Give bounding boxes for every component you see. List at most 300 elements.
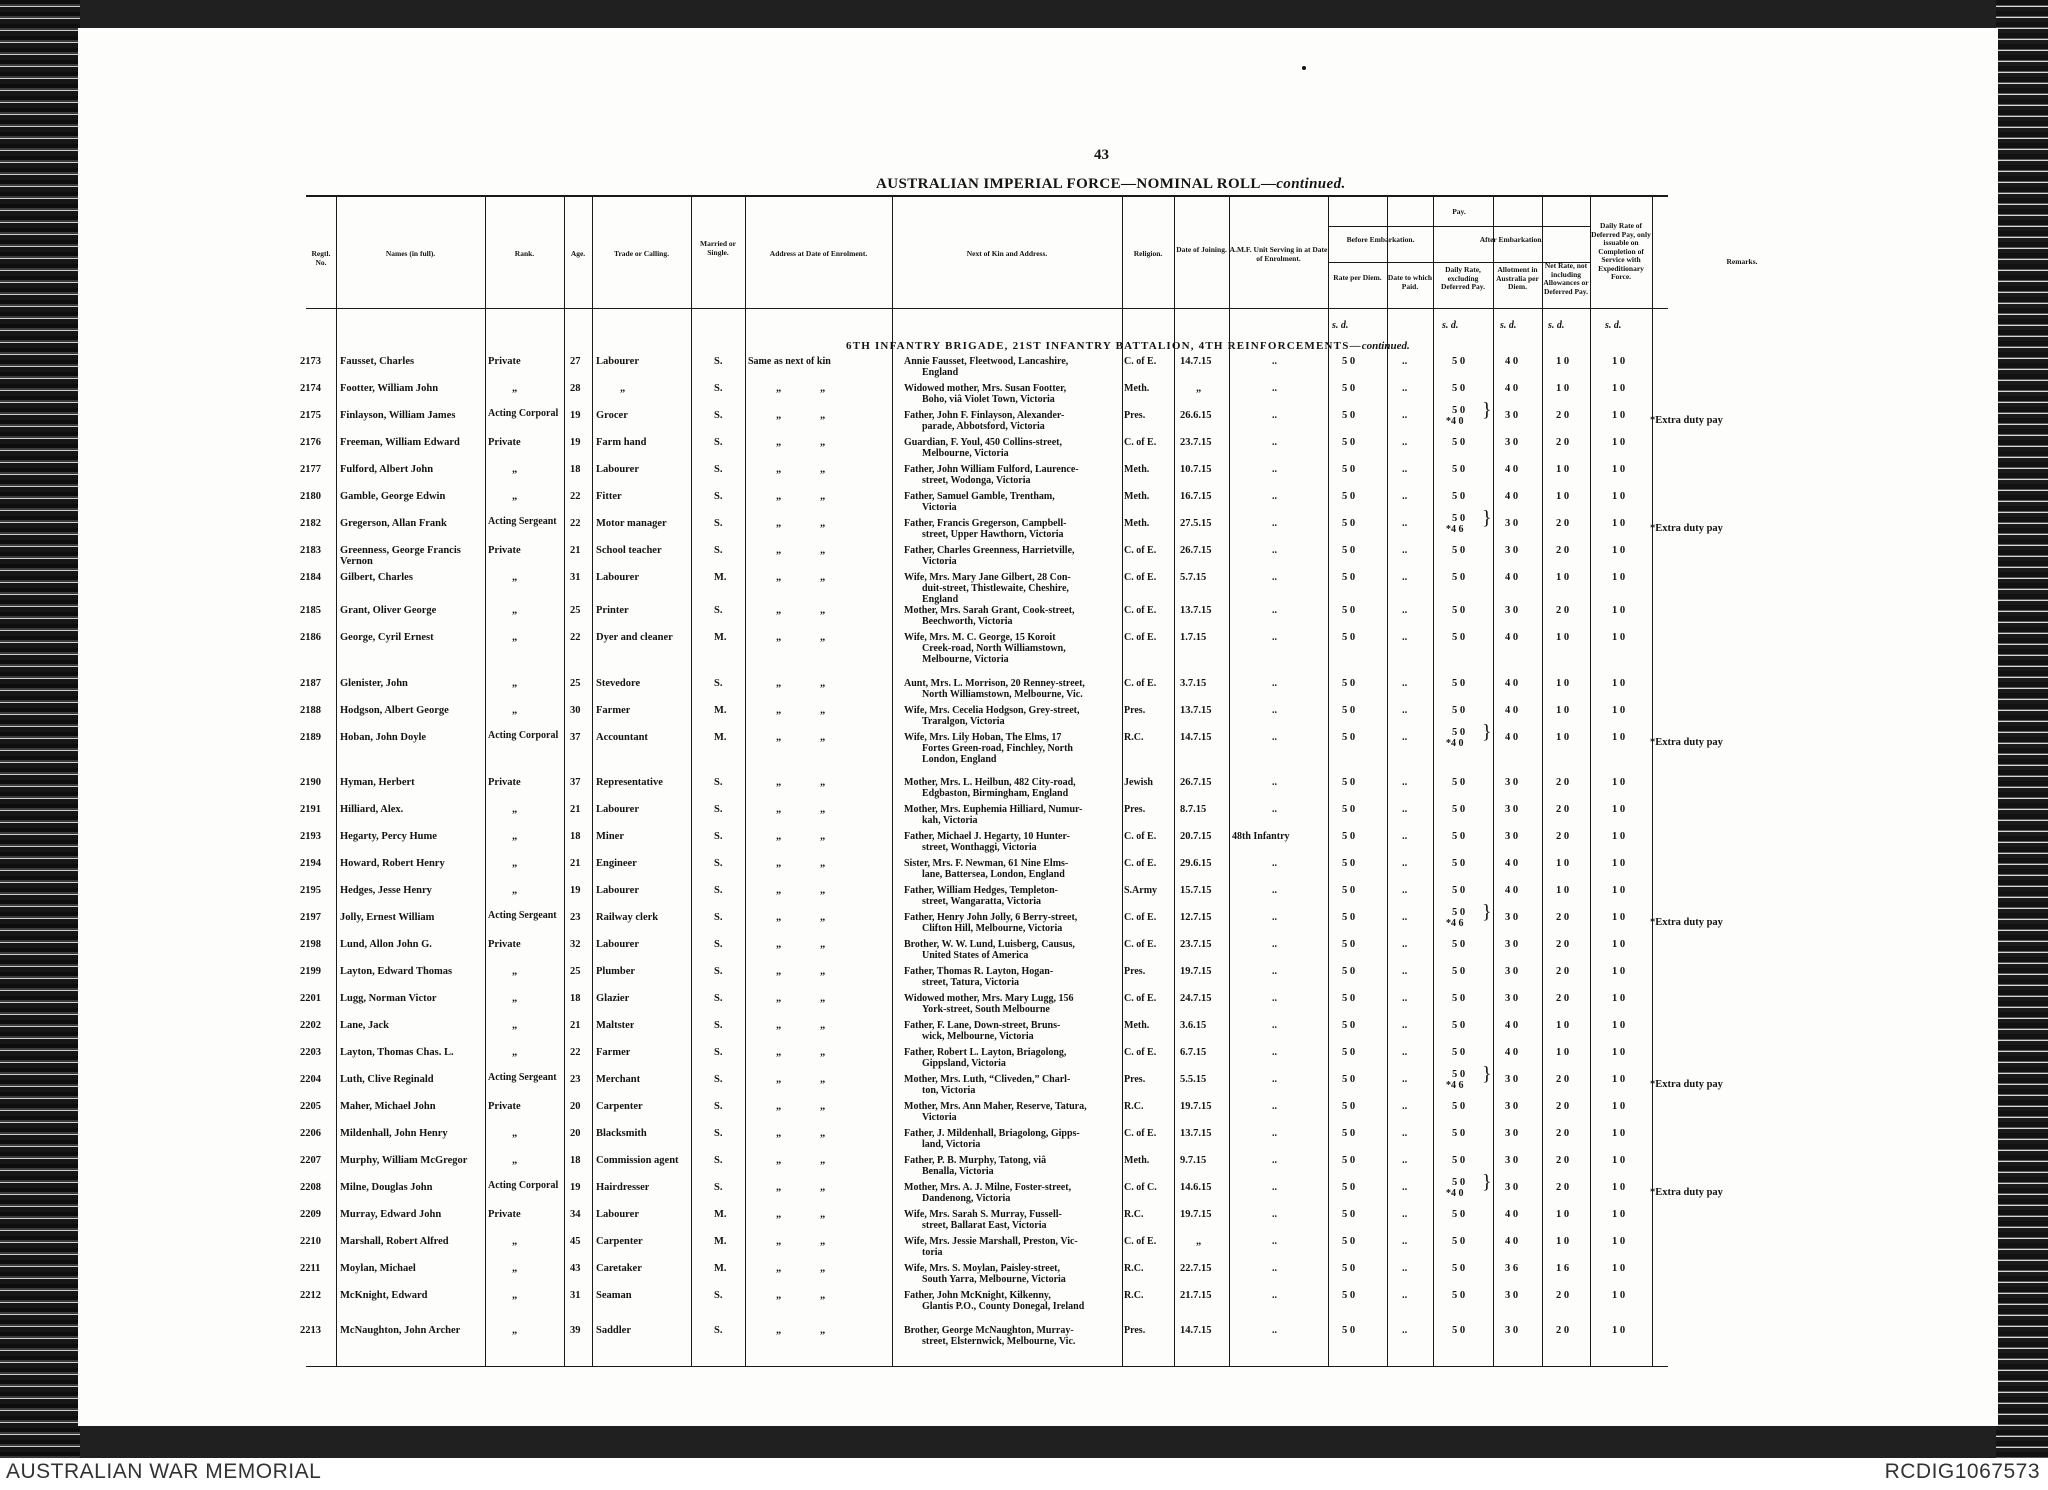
soldier-rank: „ [512,464,518,475]
soldier-rank: Acting Sergeant [488,516,557,527]
next-of-kin-line: street, Upper Hawthorn, Victoria [922,529,1064,540]
date-of-joining: 13.7.15 [1180,1128,1212,1139]
column-header-deferred: Daily Rate of Deferred Pay, only issuable on Completion of Service with Expeditionary Force. [1591,221,1651,281]
soldier-rank: Private [488,437,521,448]
allotment-per-diem: 3 0 [1505,1101,1519,1112]
net-rate: 2 0 [1556,777,1570,788]
column-header-date-paid: Date to which Paid. [1387,273,1433,291]
religion: Meth. [1124,464,1150,475]
date-to-which-paid: .. [1402,605,1408,616]
next-of-kin-line: Father, Henry John Jolly, 6 Berry-street, [904,912,1078,923]
column-header-net-rate: Net Rate, not including Allowances or Deferred Pay. [1543,261,1589,296]
daily-rate: 5 0 [1452,605,1466,616]
address-ditto: „ [776,1020,782,1031]
address-ditto: „ [820,410,826,421]
deferred-pay-rate: 1 0 [1612,632,1626,643]
religion: R.C. [1124,1290,1144,1301]
next-of-kin-line: Melbourne, Victoria [922,654,1009,665]
address-ditto: „ [776,1047,782,1058]
regimental-number: 2202 [300,1020,321,1031]
address-ditto: „ [820,491,826,502]
soldier-name: George, Cyril Ernest [340,632,434,643]
date-to-which-paid: .. [1402,545,1408,556]
regimental-number: 2201 [300,993,321,1004]
regimental-number: 2176 [300,437,321,448]
religion: C. of E. [1124,678,1157,689]
address-ditto: „ [820,1074,826,1085]
deferred-pay-rate: 1 0 [1612,1155,1626,1166]
marital-status: S. [714,804,723,815]
next-of-kin-line: United States of America [922,950,1029,961]
date-of-joining: 12.7.15 [1180,912,1212,923]
soldier-age: 19 [570,410,581,421]
marital-status: S. [714,383,723,394]
regimental-number: 2177 [300,464,321,475]
rate-per-diem: 5 0 [1342,804,1356,815]
amf-unit: .. [1272,777,1277,788]
next-of-kin-line: Benalla, Victoria [922,1166,994,1177]
amf-unit: .. [1272,912,1277,923]
next-of-kin-line: Mother, Mrs. L. Heilbun, 482 City-road, [904,777,1076,788]
allotment-per-diem: 4 0 [1505,383,1519,394]
soldier-trade: Carpenter [596,1101,643,1112]
net-rate: 1 6 [1556,1263,1570,1274]
soldier-trade: Blacksmith [596,1128,647,1139]
address-ditto: „ [820,437,826,448]
regimental-number: 2207 [300,1155,321,1166]
marital-status: S. [714,410,723,421]
next-of-kin-line: Father, P. B. Murphy, Tatong, viâ [904,1155,1047,1166]
address-ditto: „ [820,1155,826,1166]
amf-unit: .. [1272,1074,1277,1085]
daily-rate: 5 0 [1452,1101,1466,1112]
amf-unit: 48th Infantry [1232,831,1290,842]
regimental-number: 2186 [300,632,321,643]
regimental-number: 2210 [300,1236,321,1247]
brace-mark: } [1482,901,1492,923]
regimental-number: 2212 [300,1290,321,1301]
soldier-name: McNaughton, John Archer [340,1325,461,1336]
column-header-age: Age. [570,249,586,258]
soldier-name: Hegarty, Percy Hume [340,831,437,842]
date-to-which-paid: .. [1402,1047,1408,1058]
address-ditto: „ [820,464,826,475]
net-rate: 1 0 [1556,678,1570,689]
column-header-next-of-kin: Next of Kin and Address. [966,249,1048,258]
amf-unit: .. [1272,572,1277,583]
amf-unit: .. [1272,356,1277,367]
soldier-age: 22 [570,491,581,502]
soldier-rank: „ [512,1236,518,1247]
column-header-date-joining: Date of Joining. [1176,245,1227,254]
daily-rate: 5 0 [1452,939,1466,950]
address-ditto: „ [820,885,826,896]
regimental-number: 2194 [300,858,321,869]
net-rate: 1 0 [1556,356,1570,367]
address-ditto: „ [776,939,782,950]
column-header-address: Address at Date of Enrolment. [769,249,868,258]
rate-per-diem: 5 0 [1342,356,1356,367]
next-of-kin-line: Wife, Mrs. Jessie Marshall, Preston, Vic- [904,1236,1078,1247]
marital-status: S. [714,1325,723,1336]
net-rate: 2 0 [1556,939,1570,950]
date-to-which-paid: .. [1402,518,1408,529]
section-heading [846,340,1410,352]
title-text: AUSTRALIAN IMPERIAL FORCE—NOMINAL ROLL— [876,176,1277,192]
date-of-joining: 19.7.15 [1180,966,1212,977]
regimental-number: 2211 [300,1263,321,1274]
soldier-age: 23 [570,912,581,923]
soldier-name: Layton, Thomas Chas. L. [340,1047,454,1058]
regimental-number: 2175 [300,410,321,421]
next-of-kin-line: Mother, Mrs. A. J. Milne, Foster-street, [904,1182,1072,1193]
religion: C. of E. [1124,437,1157,448]
daily-rate: 5 0 [1452,1128,1466,1139]
soldier-rank: Private [488,545,521,556]
column-header-rank: Rank. [514,249,535,258]
daily-rate: 5 0 [1452,993,1466,1004]
regimental-number: 2190 [300,777,321,788]
soldier-age: 21 [570,545,581,556]
net-rate: 1 0 [1556,632,1570,643]
address-ditto: „ [776,732,782,743]
soldier-trade: Representative [596,777,663,788]
deferred-pay-rate: 1 0 [1612,356,1626,367]
allotment-per-diem: 4 0 [1505,491,1519,502]
religion: C. of E. [1124,1128,1157,1139]
amf-unit: .. [1272,966,1277,977]
next-of-kin-line: Wife, Mrs. Mary Jane Gilbert, 28 Con- [904,572,1071,583]
soldier-name: Marshall, Robert Alfred [340,1236,449,1247]
brace-mark: } [1482,1063,1492,1085]
next-of-kin-line: street, Wangaratta, Victoria [922,896,1042,907]
unit-shillings-pence: s. d. [1605,320,1622,331]
soldier-trade: Printer [596,605,629,616]
allotment-per-diem: 4 0 [1505,1020,1519,1031]
amf-unit: .. [1272,1020,1277,1031]
religion: C. of C. [1124,1182,1157,1193]
date-of-joining: „ [1196,1236,1202,1247]
net-rate: 2 0 [1556,912,1570,923]
religion: C. of E. [1124,1236,1157,1247]
daily-rate: 5 0 [1452,907,1466,918]
religion: Pres. [1124,1325,1146,1336]
rate-per-diem: 5 0 [1342,966,1356,977]
date-to-which-paid: .. [1402,993,1408,1004]
deferred-pay-rate: 1 0 [1612,966,1626,977]
soldier-name: Howard, Robert Henry [340,858,445,869]
amf-unit: .. [1272,491,1277,502]
soldier-age: 18 [570,831,581,842]
soldier-trade: Labourer [596,939,639,950]
soldier-name: Gilbert, Charles [340,572,413,583]
amf-unit: .. [1272,993,1277,1004]
religion: C. of E. [1124,939,1157,950]
next-of-kin-line: Dandenong, Victoria [922,1193,1011,1204]
allotment-per-diem: 4 0 [1505,1209,1519,1220]
deferred-pay-rate: 1 0 [1612,831,1626,842]
net-rate: 1 0 [1556,885,1570,896]
next-of-kin-line: Widowed mother, Mrs. Mary Lugg, 156 [904,993,1074,1004]
daily-rate: 5 0 [1452,464,1466,475]
address-ditto: „ [776,1074,782,1085]
soldier-trade: Hairdresser [596,1182,650,1193]
soldier-trade: „ [620,383,626,394]
soldier-rank: „ [512,1325,518,1336]
deferred-pay-rate: 1 0 [1612,383,1626,394]
deferred-pay-rate: 1 0 [1612,1209,1626,1220]
daily-rate: 5 0 [1452,545,1466,556]
soldier-age: 25 [570,678,581,689]
soldier-age: 39 [570,1325,581,1336]
date-of-joining: 22.7.15 [1180,1263,1212,1274]
marital-status: S. [714,437,723,448]
soldier-trade: Dyer and cleaner [596,632,673,643]
daily-rate: 5 0 [1452,1155,1466,1166]
soldier-name: Hodgson, Albert George [340,705,449,716]
next-of-kin-line: street, Wonthaggi, Victoria [922,842,1037,853]
column-header-daily-rate: Daily Rate, excluding Deferred Pay. [1440,265,1485,291]
soldier-trade: Labourer [596,885,639,896]
regimental-number: 2187 [300,678,321,689]
soldier-trade: Farm hand [596,437,647,448]
soldier-trade: Accountant [596,732,648,743]
date-to-which-paid: .. [1402,966,1408,977]
next-of-kin-line: Guardian, F. Youl, 450 Collins-street, [904,437,1062,448]
soldier-age: 18 [570,464,581,475]
soldier-name: McKnight, Edward [340,1290,428,1301]
regimental-number: 2205 [300,1101,321,1112]
next-of-kin-line: Gippsland, Victoria [922,1058,1006,1069]
soldier-age: 25 [570,966,581,977]
next-of-kin-line: street, Tatura, Victoria [922,977,1020,988]
column-header-allotment: Allotment in Australia per Diem. [1496,265,1539,291]
net-rate: 2 0 [1556,993,1570,1004]
column-divider [1174,195,1175,1367]
header-rule-top [306,195,1668,197]
address-ditto: „ [820,777,826,788]
column-divider [1433,195,1434,1367]
rate-per-diem: 5 0 [1342,912,1356,923]
date-to-which-paid: .. [1402,1155,1408,1166]
allotment-per-diem: 4 0 [1505,732,1519,743]
next-of-kin-line: Brother, W. W. Lund, Luisberg, Causus, [904,939,1075,950]
soldier-rank: „ [512,831,518,842]
next-of-kin-line: Beechworth, Victoria [922,616,1013,627]
date-of-joining: 15.7.15 [1180,885,1212,896]
date-to-which-paid: .. [1402,885,1408,896]
deferred-pay-rate: 1 0 [1612,464,1626,475]
allotment-per-diem: 3 0 [1505,804,1519,815]
net-rate: 2 0 [1556,1155,1570,1166]
religion: Meth. [1124,1155,1150,1166]
address-ditto: „ [776,993,782,1004]
column-divider [1122,195,1123,1367]
address-ditto: „ [820,993,826,1004]
deferred-pay-rate: 1 0 [1612,1047,1626,1058]
soldier-age: 19 [570,885,581,896]
soldier-rank: „ [512,605,518,616]
rate-per-diem: 5 0 [1342,1209,1356,1220]
rate-per-diem: 5 0 [1342,383,1356,394]
allotment-per-diem: 3 0 [1505,1182,1519,1193]
address-ditto: „ [820,518,826,529]
date-of-joining: „ [1196,383,1202,394]
allotment-per-diem: 4 0 [1505,705,1519,716]
regimental-number: 2185 [300,605,321,616]
marital-status: M. [714,1209,727,1220]
religion: C. of E. [1124,831,1157,842]
net-rate: 1 0 [1556,572,1570,583]
soldier-rank: Acting Corporal [488,730,559,741]
daily-rate: 5 0 [1452,491,1466,502]
net-rate: 1 0 [1556,464,1570,475]
rate-per-diem: 5 0 [1342,678,1356,689]
soldier-trade: Motor manager [596,518,667,529]
next-of-kin-line: London, England [922,754,997,765]
soldier-rank: „ [512,572,518,583]
date-of-joining: 5.7.15 [1180,572,1207,583]
deferred-pay-rate: 1 0 [1612,705,1626,716]
rate-per-diem: 5 0 [1342,632,1356,643]
address-ditto: „ [820,1263,826,1274]
allotment-per-diem: 3 0 [1505,410,1519,421]
marital-status: M. [714,632,727,643]
marital-status: S. [714,993,723,1004]
marital-status: S. [714,464,723,475]
rate-per-diem: 5 0 [1342,1263,1356,1274]
column-divider [1590,195,1591,1367]
marital-status: S. [714,678,723,689]
soldier-age: 31 [570,1290,581,1301]
next-of-kin-line: street, Ballarat East, Victoria [922,1220,1047,1231]
amf-unit: .. [1272,605,1277,616]
soldier-name: Milne, Douglas John [340,1182,433,1193]
section-heading-text: 6TH INFANTRY BRIGADE, 21ST INFANTRY BATTALION, 4TH REINFORCEMENTS— [846,340,1362,352]
marital-status: S. [714,545,723,556]
net-rate: 2 0 [1556,966,1570,977]
marital-status: S. [714,1020,723,1031]
next-of-kin-line: street, Elsternwick, Melbourne, Vic. [922,1336,1076,1347]
religion: R.C. [1124,1209,1144,1220]
daily-rate: 5 0 [1452,777,1466,788]
next-of-kin-line: Father, Samuel Gamble, Trentham, [904,491,1055,502]
rate-per-diem: 5 0 [1342,1325,1356,1336]
net-rate: 2 0 [1556,437,1570,448]
marital-status: S. [714,491,723,502]
date-of-joining: 21.7.15 [1180,1290,1212,1301]
date-of-joining: 14.7.15 [1180,1325,1212,1336]
soldier-age: 23 [570,1074,581,1085]
allotment-per-diem: 3 0 [1505,912,1519,923]
next-of-kin-line: Creek-road, North Williamstown, [922,643,1066,654]
daily-rate: 5 0 [1452,831,1466,842]
marital-status: S. [714,966,723,977]
allotment-per-diem: 3 0 [1505,1128,1519,1139]
soldier-name: Murray, Edward John [340,1209,442,1220]
amf-unit: .. [1272,464,1277,475]
next-of-kin-line: Father, Michael J. Hegarty, 10 Hunter- [904,831,1070,842]
address-ditto: „ [776,464,782,475]
next-of-kin-line: kah, Victoria [922,815,978,826]
amf-unit: .. [1272,939,1277,950]
date-to-which-paid: .. [1402,912,1408,923]
column-header-religion: Religion. [1133,249,1163,258]
religion: C. of E. [1124,1047,1157,1058]
extra-duty-rate: *4 0 [1446,1188,1464,1199]
deferred-pay-rate: 1 0 [1612,1020,1626,1031]
religion: S.Army [1124,885,1158,896]
remarks: *Extra duty pay [1650,1079,1723,1090]
date-of-joining: 19.7.15 [1180,1209,1212,1220]
soldier-rank: Acting Sergeant [488,910,557,921]
next-of-kin-line: Father, Francis Gregerson, Campbell- [904,518,1067,529]
daily-rate: 5 0 [1452,383,1466,394]
daily-rate: 5 0 [1452,1069,1466,1080]
soldier-trade: Labourer [596,464,639,475]
next-of-kin-line: Wife, Mrs. Sarah S. Murray, Fussell- [904,1209,1062,1220]
net-rate: 1 0 [1556,858,1570,869]
regimental-number: 2189 [300,732,321,743]
date-to-which-paid: .. [1402,1290,1408,1301]
marital-status: M. [714,1263,727,1274]
soldier-rank: „ [512,1290,518,1301]
amf-unit: .. [1272,705,1277,716]
deferred-pay-rate: 1 0 [1612,885,1626,896]
next-of-kin-line: North Williamstown, Melbourne, Vic. [922,689,1083,700]
allotment-per-diem: 3 6 [1505,1263,1519,1274]
soldier-name: Lund, Allon John G. [340,939,432,950]
soldier-age: 22 [570,518,581,529]
rate-per-diem: 5 0 [1342,831,1356,842]
rate-per-diem: 5 0 [1342,545,1356,556]
soldier-name: Layton, Edward Thomas [340,966,453,977]
rate-per-diem: 5 0 [1342,1101,1356,1112]
remarks: *Extra duty pay [1650,415,1723,426]
daily-rate: 5 0 [1452,1209,1466,1220]
religion: Pres. [1124,410,1146,421]
date-to-which-paid: .. [1402,831,1408,842]
amf-unit: .. [1272,1263,1277,1274]
soldier-trade: Fitter [596,491,622,502]
daily-rate: 5 0 [1452,1325,1466,1336]
soldier-name: Mildenhall, John Henry [340,1128,448,1139]
soldier-name: Hedges, Jesse Henry [340,885,432,896]
amf-unit: .. [1272,1047,1277,1058]
marital-status: S. [714,1074,723,1085]
amf-unit: .. [1272,545,1277,556]
date-of-joining: 26.6.15 [1180,410,1212,421]
date-of-joining: 14.6.15 [1180,1182,1212,1193]
daily-rate: 5 0 [1452,572,1466,583]
date-of-joining: 23.7.15 [1180,939,1212,950]
daily-rate: 5 0 [1452,1263,1466,1274]
column-header-name: Names (in full). [385,249,436,258]
column-divider [892,195,893,1367]
date-of-joining: 19.7.15 [1180,1101,1212,1112]
soldier-trade: Seaman [596,1290,632,1301]
column-divider [592,195,593,1367]
soldier-name: Lugg, Norman Victor [340,993,437,1004]
religion: Meth. [1124,1020,1150,1031]
date-to-which-paid: .. [1402,678,1408,689]
regimental-number: 2208 [300,1182,321,1193]
remarks: *Extra duty pay [1650,737,1723,748]
soldier-trade: Labourer [596,804,639,815]
soldier-age: 21 [570,804,581,815]
rate-per-diem: 5 0 [1342,732,1356,743]
address-ditto: „ [820,1047,826,1058]
